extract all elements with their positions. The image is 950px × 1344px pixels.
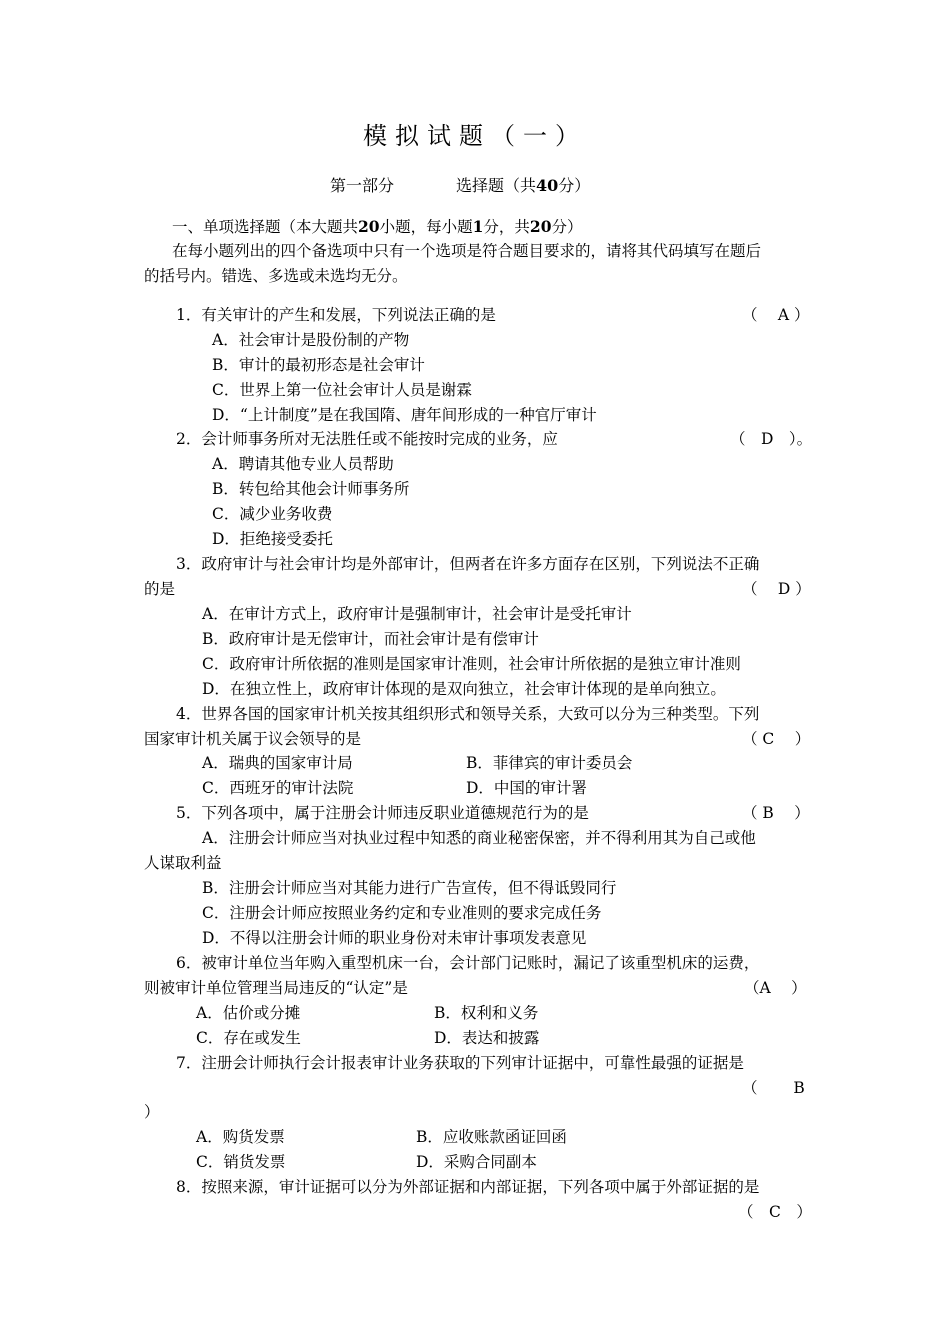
part-heading-right: 选择题（共40分）: [456, 176, 591, 195]
answer-bracket: （ A ）: [742, 306, 810, 324]
option: B．权利和义务: [434, 1004, 539, 1022]
option: C．西班牙的审计法院: [202, 779, 354, 797]
option: D．拒绝接受委托: [212, 530, 333, 548]
option: A．聘请其他专业人员帮助: [212, 455, 394, 473]
option: D．中国的审计署: [466, 779, 587, 797]
option: D．采购合同副本: [416, 1153, 537, 1171]
option: B．政府审计是无偿审计，而社会审计是有偿审计: [202, 630, 539, 648]
question-stem-cont: 国家审计机关属于议会领导的是: [144, 730, 362, 748]
question-stem: 6．被审计单位当年购入重型机床一台，会计部门记账时，漏记了该重型机床的运费，: [176, 954, 760, 972]
section-heading: 一、单项选择题（本大题共20小题，每小题1分，共20分）: [172, 217, 583, 236]
question-stem-cont: 的是: [144, 580, 176, 598]
option: B．注册会计师应当对其能力进行广告宣传，但不得诋毁同行: [202, 879, 617, 897]
answer-bracket: （A ）: [744, 979, 807, 997]
answer-bracket: （ C ）: [742, 730, 811, 748]
part-heading-left: 第一部分: [330, 176, 395, 195]
answer-bracket: （ B: [742, 1079, 805, 1097]
answer-bracket: （ D ）: [742, 580, 811, 598]
question-stem: 5．下列各项中，属于注册会计师违反职业道德规范行为的是: [176, 804, 589, 822]
page-title: 模拟试题（一）: [363, 122, 587, 150]
option: A．购货发票: [196, 1128, 285, 1146]
option: B．审计的最初形态是社会审计: [212, 356, 425, 374]
option: D．表达和披露: [434, 1029, 540, 1047]
option: D．在独立性上，政府审计体现的是双向独立，社会审计体现的是单向独立。: [202, 680, 726, 698]
answer-bracket: （ D ）。: [730, 430, 813, 448]
option: A．注册会计师应当对执业过程中知悉的商业秘密保密，并不得利用其为自己或他: [202, 829, 756, 847]
question-stem: 8．按照来源，审计证据可以分为外部证据和内部证据，下列各项中属于外部证据的是: [176, 1178, 760, 1196]
option: C．世界上第一位社会审计人员是谢霖: [212, 381, 472, 399]
option: C．政府审计所依据的准则是国家审计准则，社会审计所依据的是独立审计准则: [202, 655, 741, 673]
answer-bracket-close: ）: [144, 1103, 160, 1121]
question-stem: 1．有关审计的产生和发展，下列说法正确的是: [176, 306, 496, 324]
question-stem: 4．世界各国的国家审计机关按其组织形式和领导关系，大致可以分为三种类型。下列: [176, 705, 760, 723]
option: C．注册会计师应按照业务约定和专业准则的要求完成任务: [202, 904, 602, 922]
option: C．存在或发生: [196, 1029, 301, 1047]
option: B．菲律宾的审计委员会: [466, 754, 633, 772]
option: D．“上计制度”是在我国隋、唐年间形成的一种官厅审计: [212, 406, 597, 424]
option: A．瑞典的国家审计局: [202, 754, 353, 772]
section-instructions-cont: 的括号内。错选、多选或未选均无分。: [144, 267, 408, 285]
question-stem: 2．会计师事务所对无法胜任或不能按时完成的业务，应: [176, 430, 558, 448]
question-stem: 7．注册会计师执行会计报表审计业务获取的下列审计证据中，可靠性最强的证据是: [176, 1054, 744, 1072]
question-stem: 3．政府审计与社会审计均是外部审计，但两者在许多方面存在区别，下列说法不正确: [176, 555, 760, 573]
option: C．减少业务收费: [212, 505, 333, 523]
answer-bracket: （ B ）: [742, 804, 810, 822]
section-instructions: 在每小题列出的四个备选项中只有一个选项是符合题目要求的，请将其代码填写在题后: [172, 242, 762, 260]
option: B．转包给其他会计师事务所: [212, 480, 410, 498]
option: D．不得以注册会计师的职业身份对未审计事项发表意见: [202, 929, 587, 947]
answer-bracket: （ C ）: [738, 1203, 812, 1221]
option: A．社会审计是股份制的产物: [212, 331, 410, 349]
option: A．估价或分摊: [196, 1004, 301, 1022]
option: C．销货发票: [196, 1153, 286, 1171]
option-cont: 人谋取利益: [144, 854, 222, 872]
option: B．应收账款函证回函: [416, 1128, 567, 1146]
question-stem-cont: 则被审计单位管理当局违反的“认定”是: [144, 979, 408, 997]
option: A．在审计方式上，政府审计是强制审计，社会审计是受托审计: [202, 605, 632, 623]
